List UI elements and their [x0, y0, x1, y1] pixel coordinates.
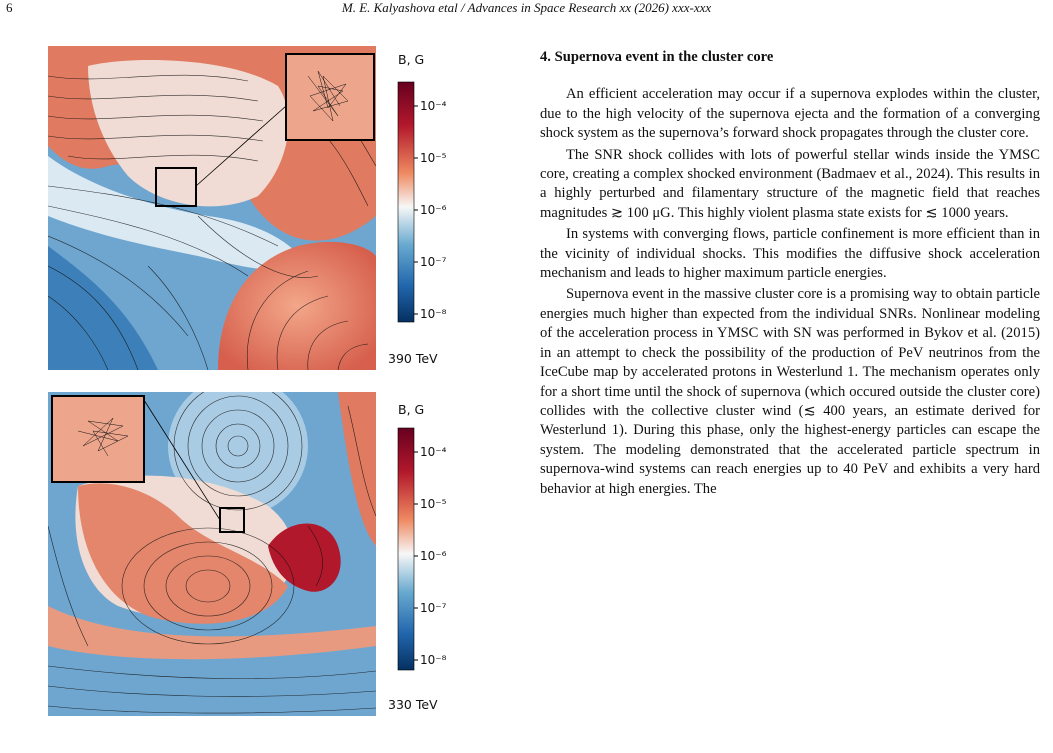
top-tick-5: 10⁻⁸ [420, 307, 447, 321]
top-colorbar-ticks [414, 99, 447, 321]
top-tick-2: 10⁻⁵ [420, 151, 447, 165]
top-panel-map [48, 46, 376, 370]
top-energy-label: 390 TeV [388, 351, 438, 366]
page-number: 6 [6, 0, 13, 15]
bottom-panel-map [48, 376, 376, 716]
top-colorbar-title: B, G [398, 52, 425, 67]
bottom-tick-5: 10⁻⁸ [420, 653, 447, 667]
bottom-colorbar-title: B, G [398, 402, 425, 417]
running-head: M. E. Kalyashova etal / Advances in Space Research xx (2026) xxx-xxx [341, 0, 712, 15]
section-heading: 4. Supernova event in the cluster core [540, 49, 774, 65]
top-tick-1: 10⁻⁴ [420, 99, 447, 113]
bottom-energy-label: 330 TeV [388, 697, 438, 712]
figure [48, 46, 468, 726]
paragraph-1: An efficient acceleration may occur if a supernova explodes within the cluster, due to the high velocity of the supernova ejecta and the formation of a converging shock system as the supernova’s forward shock propagates through the cluster core. [540, 86, 1040, 142]
paragraph-2: The SNR shock collides with lots of powerful stellar winds inside the YMSC core, creating a complex shocked environment (Badmaev et al., 2024). This results in a highly perturbed and filamentary structure of the magnetic field that reaches magnitudes ≳ 100 μG. This highly violent plasma state exists for ≲ 1000 years. [540, 146, 1040, 221]
top-colorbar [398, 82, 414, 322]
bottom-colorbar-ticks [414, 445, 447, 667]
paragraph-3: In systems with converging flows, particle confinement is more efficient than in the vicinity of individual shocks. This modifies the diffusive shock acceleration mechanism and leads to higher maximum particle energies. [540, 226, 1040, 282]
bottom-tick-3: 10⁻⁶ [420, 549, 447, 563]
bottom-tick-4: 10⁻⁷ [420, 601, 447, 615]
text-column [540, 48, 1040, 499]
top-tick-4: 10⁻⁷ [420, 255, 447, 269]
bottom-colorbar [398, 428, 414, 670]
bottom-tick-1: 10⁻⁴ [420, 445, 447, 459]
paragraph-4: Supernova event in the massive cluster core is a promising way to obtain particle energies much higher than expected from the individual SNRs. Nonlinear modeling of the acceleration process in YMSC with SN was performed in Bykov et al. (2015) in an attempt to check the possibility of the production of PeV neutrinos from the IceCube map by accelerated protons in Westerlund 1. The mechanism operates only for a short time until the shock of supernova (which occured outside the cluster core) collides with the collective cluster wind (≲ 400 years, an estimate derived for Westerlund 1). During this phase, only the highest-energy particles can escape the system. The modeling demonstrated that the accelerated particle spectrum in supernova-wind systems can reach energies up to 40 PeV and exhibits a very hard behavior at high energies. The [540, 286, 1040, 497]
top-tick-3: 10⁻⁶ [420, 203, 447, 217]
bottom-tick-2: 10⁻⁵ [420, 497, 447, 511]
